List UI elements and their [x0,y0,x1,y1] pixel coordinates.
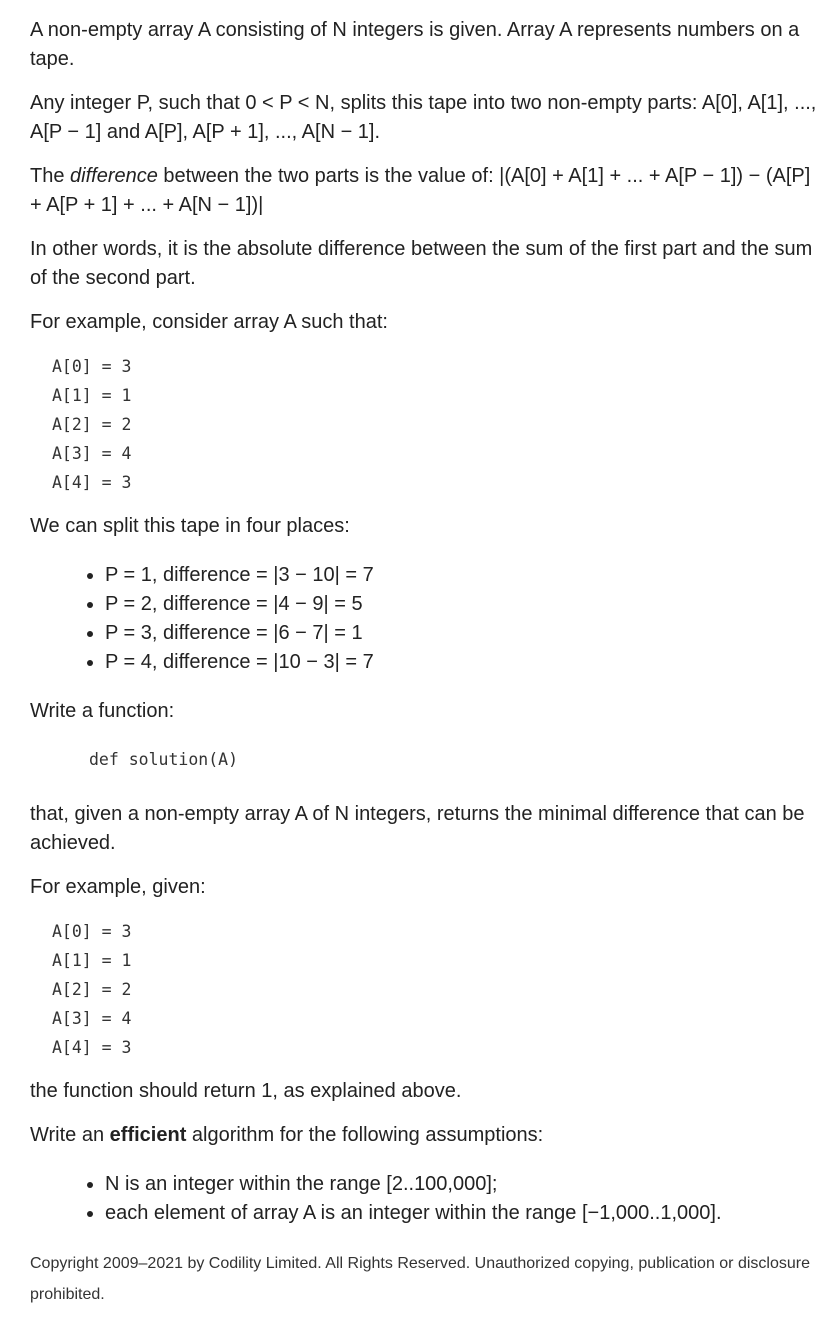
example-intro-2: For example, given: [30,876,206,898]
assumptions-intro-start: Write an [30,1124,110,1146]
intro-paragraph-2: Any integer P, such that 0 < P < N, splits this tape into two non-empty parts: A[0], A[1], ..., A[P − 1] and A[P], A[P + 1], ..., A[N − 1]. [30,92,817,143]
task-description [30,16,822,1310]
split-list [30,561,822,677]
copyright-footer: Copyright 2009–2021 by Codility Limited. All Rights Reserved. Unauthorized copying, publication or disclosure prohibited. [30,1255,810,1303]
array-line: A[4] = 3 [52,473,132,492]
example-intro-1: For example, consider array A such that: [30,311,388,333]
assumptions-intro-rest: algorithm for the following assumptions: [186,1124,544,1146]
intro-paragraph-4: In other words, it is the absolute difference between the sum of the first part and the sum of the second part. [30,238,813,289]
array-line: A[0] = 3 [52,922,132,941]
list-item: • P = 2, difference = |4 − 9| = 5 [105,590,822,619]
array-line: A[3] = 4 [52,1009,132,1028]
function-signature-block [89,745,822,774]
assumptions-list [30,1170,822,1228]
difference-definition [30,162,822,220]
array-line: A[2] = 2 [52,980,132,999]
difference-term: difference [70,165,158,187]
efficient-term: efficient [109,1124,187,1146]
array-line: A[1] = 1 [52,951,132,970]
example-array-2 [52,917,822,1062]
result-text: the function should return 1, as explained above. [30,1080,462,1102]
list-item: • P = 4, difference = |10 − 3| = 7 [105,648,822,677]
difference-definition-rest: between the two parts is the value of: |(A[0] + A[1] + ... + A[P − 1]) − (A[P] + A[P + 1] + ... + A[N − 1])| [30,165,811,216]
split-intro: We can split this tape in four places: [30,515,350,537]
list-item: • P = 3, difference = |6 − 7| = 1 [105,619,822,648]
difference-definition-start: The [30,165,71,187]
assumptions-intro [30,1121,822,1150]
function-signature: def solution(A) [89,750,239,769]
intro-paragraph-1: A non-empty array A consisting of N integers is given. Array A represents numbers on a tape. [30,19,800,70]
example-array-1 [52,352,822,497]
list-item: • N is an integer within the range [2..100,000]; [105,1170,822,1199]
array-line: A[3] = 4 [52,444,132,463]
array-line: A[0] = 3 [52,357,132,376]
task-description-text: that, given a non-empty array A of N integers, returns the minimal difference that can be achieved. [30,803,805,854]
write-function-label: Write a function: [30,700,175,722]
array-line: A[4] = 3 [52,1038,132,1057]
list-item: • each element of array A is an integer within the range [−1,000..1,000]. [105,1199,822,1228]
list-item: • P = 1, difference = |3 − 10| = 7 [105,561,822,590]
array-line: A[2] = 2 [52,415,132,434]
array-line: A[1] = 1 [52,386,132,405]
